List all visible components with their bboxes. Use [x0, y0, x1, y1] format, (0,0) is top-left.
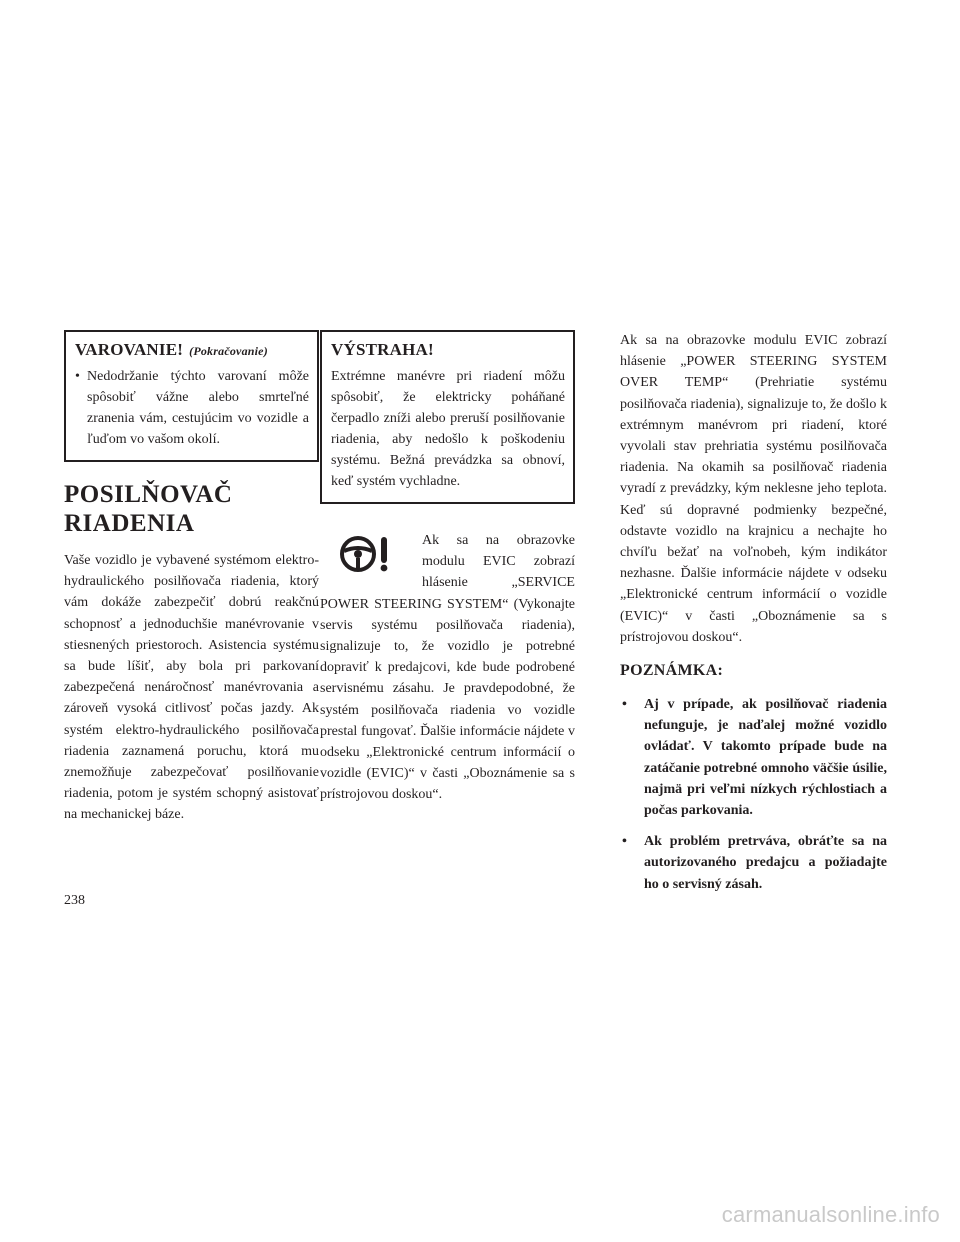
watermark: carmanualsonline.info	[721, 1202, 940, 1227]
intro-paragraph: Vaše vozidlo je vybavené systémom elektro-hydraulického posilňovača riadenia, ktorý vám dokáže zabezpečiť dobrú reakčnú schopnosť a jednoduchšie manévrovanie v stiesnených priestoroch. Asistencia systému sa bude líšiť, aby bola pri parkovaní zabezpečená nenáročnosť manévrovania a zároveň vysoká citlivosť počas jazdy. Ak systém elektro-hydraulického posilňovača riadenia zaznamená poruchu, ktorá mu znemožňuje zabezpečovať posilňovanie riadenia, potom je systém schopný asistovať na mechanickej báze.	[64, 553, 319, 823]
left-column	[64, 330, 319, 838]
bullet-dot: •	[622, 834, 627, 850]
warning-box	[64, 330, 319, 462]
service-paragraph	[320, 530, 575, 806]
steering-wheel-warning-icon	[320, 534, 416, 584]
note-item	[620, 694, 887, 821]
note-title: POZNÁMKA:	[620, 662, 724, 680]
right-column	[620, 330, 887, 905]
caution-title: VÝSTRAHA!	[331, 340, 434, 359]
bullet-dot: •	[75, 369, 80, 384]
warning-title-text: VAROVANIE!	[75, 340, 184, 359]
section-title-line2: RIADENIA	[64, 510, 195, 537]
page-number: 238	[64, 893, 85, 908]
overtemp-paragraph: Ak sa na obrazovke modulu EVIC zobrazí hlásenie „POWER STEERING SYSTEM OVER TEMP“ (Prehriatie systému posilňovača riadenia), signalizuje to, že došlo k extrémnym manévrom pri riadení, ktoré vyvolali stav prehriatia systému posilňovača riadenia. Na okamih sa posilňovač riadenia vyradí z prevádzky, kým neklesne jeho teplota. Keď sú dopravné podmienky bezpečné, odstavte vozidlo na krajnicu a nechajte ho chvíľu bežať na voľnobeh, kým indikátor nezhasne. Ďalšie informácie nájdete v odseku „Elektronické centrum informácií o vozidle (EVIC)“ v časti „Oboznámenie sa s prístrojovou doskou“.	[620, 333, 887, 645]
warning-title	[75, 340, 309, 360]
service-paragraph-text: Ak sa na obrazovke modulu EVIC zobrazí hlásenie „SERVICE POWER STEERING SYSTEM“ (Vykonajte servis systému posilňovača riadenia), signalizuje to, že vozidlo je potrebné dopraviť k predajcovi, kde bude podrobené servisnému zásahu. Je pravdepodobné, že systém posilňovača riadenia vo vozidle prestal fungovať. Ďalšie informácie nájdete v odseku „Elektronické centrum informácií o vozidle (EVIC)“ v časti „Oboznámenie sa s prístrojovou doskou“.	[320, 533, 575, 803]
warning-continued: (Pokračovanie)	[189, 344, 268, 358]
note-item	[620, 831, 887, 895]
warning-bullet-text: Nedodržanie týchto varovaní môže spôsobiť vážne alebo smrteľné zranenia vám, cestujúcim vo vozidle a ľuďom vo vašom okolí.	[87, 369, 309, 447]
middle-column	[320, 330, 575, 818]
section-title	[64, 480, 319, 538]
note-item-text: Aj v prípade, ak posilňovač riadenia nefunguje, je naďalej možné vozidlo ovládať. V takomto prípade bude na zatáčanie potrebné omnoho väčšie úsilie, najmä pri veľmi nízkych rýchlostiach a počas parkovania.	[644, 697, 887, 819]
caution-box	[320, 330, 575, 504]
warning-bullet	[75, 366, 309, 450]
note-item-text: Ak problém pretrváva, obráťte sa na autorizovaného predajcu a požiadajte ho o servisný zásah.	[644, 834, 887, 892]
caution-body: Extrémne manévre pri riadení môžu spôsobiť, že elektricky poháňané čerpadlo zníži alebo preruší posilňovanie riadenia, aby nedošlo k poškodeniu systému. Bežná prevádzka sa obnoví, keď systém vychladne.	[331, 369, 565, 489]
bullet-dot: •	[622, 697, 627, 713]
section-title-line1: POSILŇOVAČ	[64, 481, 233, 508]
